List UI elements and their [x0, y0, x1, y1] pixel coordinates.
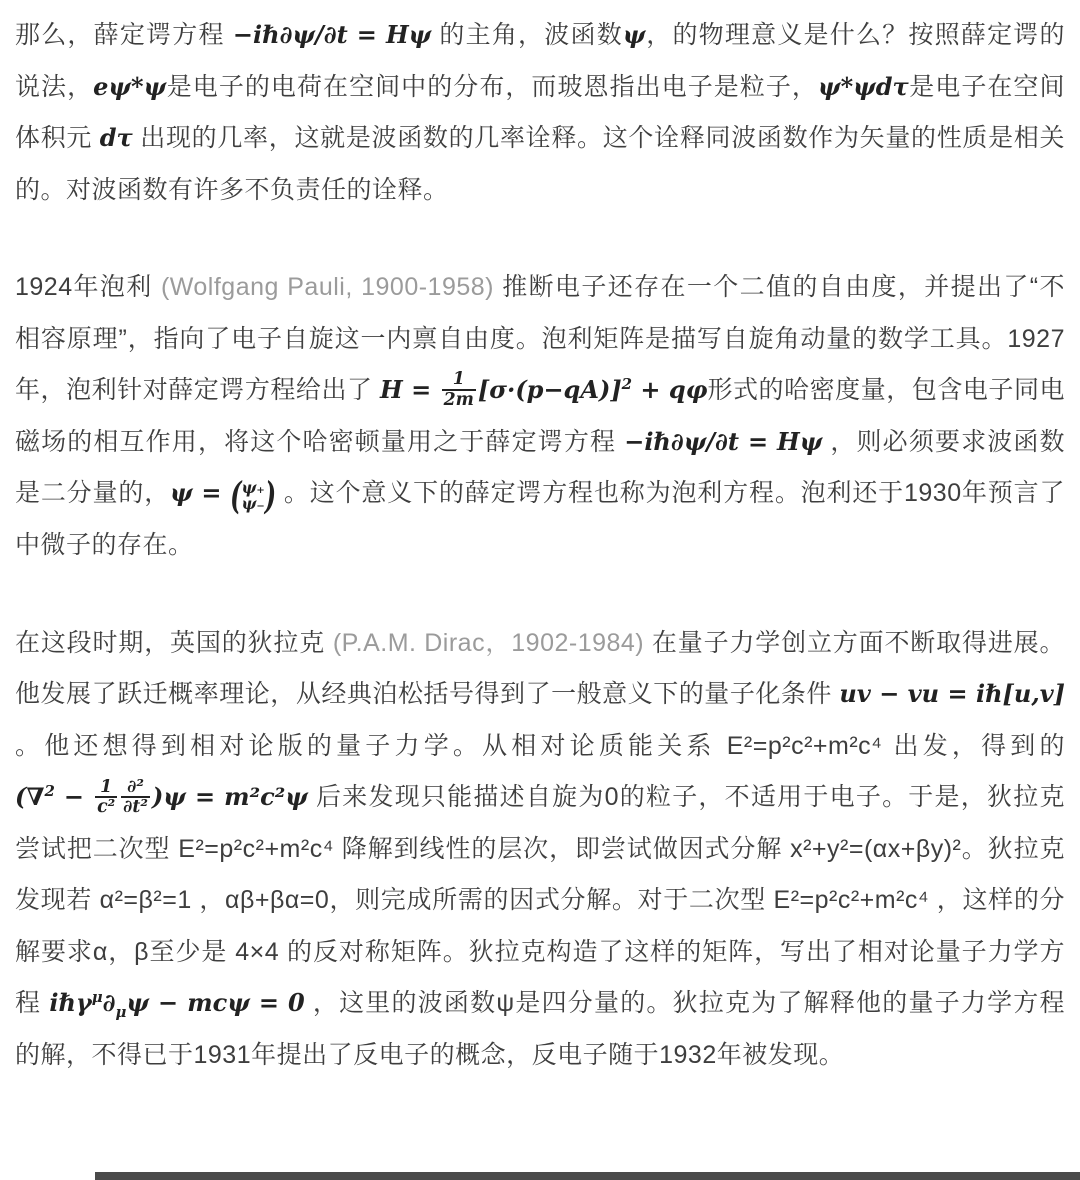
text-run: 。这个意义下的薛定谔方程也称为泡利方程。泡利还于1930年预言了中微子的存在。	[15, 479, 1065, 560]
text-run: 在这段时期，英国的狄拉克	[15, 628, 333, 657]
text-run: 。他还想得到相对论版的量子力学。从相对论质能关系 E²=p²c²+m²c⁴ 出发，得到的	[15, 731, 1065, 760]
text-run: ，的物理意义是什么？按照薛定谔的说法，	[15, 21, 1066, 101]
text-run: 推断电子还存在一个二值的自由度，并提出了“不相容原理”，指向了电子自旋这一内禀自由度。泡利矩阵是描写自旋角动量的数学工具。1927年，泡利针对薛定谔方程给出了	[15, 273, 1065, 404]
inline-formula: ψ*ψdτ	[818, 71, 909, 101]
text-run: 后来发现只能描述自旋为0的粒子，不适用于电子。于是，狄拉克尝试把二次型 E²=p²c²+m²c⁴ 降解到线性的层次，即尝试做因式分解 x²+y²=(αx+βy)²。狄拉克发现若 α²=β²=1 ，αβ+βα=0，则完成所需的因式分解。对于二次型 E²=p²c²+m²c⁴ ，这样的分解要求α，β至少是 4×4 的反对称矩阵。狄拉克构造了这样的矩阵，写出了相对论量子力学方程	[15, 783, 1065, 1018]
text-run: 是电子在空间体积元	[15, 72, 1065, 152]
text-run: 的主角，波函数	[431, 21, 623, 49]
text-run: 在量子力学创立方面不断取得进展。他发展了跃迁概率理论，从经典泊松括号得到了一般意义下的量子化条件	[15, 628, 1065, 709]
text-run: 是电子的电荷在空间中的分布，而玻恩指出电子是粒子，	[166, 72, 818, 101]
text-run: 那么，薛定谔方程	[15, 21, 233, 49]
inline-formula: −iℏ∂ψ/∂t = Hψ	[624, 426, 823, 456]
person-name-dates: (P.A.M. Dirac，1902-1984)	[332, 628, 645, 657]
next-section-partial-edge	[95, 1172, 1080, 1180]
inline-formula: ψ = ( ψ₊ ψ₋ )	[170, 472, 277, 518]
inline-formula: (∇$^2$ − $\frac{1}{\text{c²}}$ $\frac{\text{∂²}}{\text{∂t²}}$ )ψ = m²c²ψ	[15, 776, 308, 817]
text-run: 出现的几率，这就是波函数的几率诠释。这个诠释同波函数作为矢量的性质是相关的。对波函数有许多不负责任的诠释。	[15, 124, 1065, 204]
inline-formula: uv − vu = iℏ[u,v]	[839, 679, 1065, 709]
inline-formula: H = $\frac{1}{2m}$ $[\sigma\cdot(p-qA)]^2 + q\varphi$	[380, 369, 708, 410]
inline-formula: −iℏ∂ψ/∂t = Hψ	[232, 20, 432, 49]
paragraph-2	[15, 262, 1065, 572]
text-run: ，则必须要求波函数是二分量的，	[15, 427, 1065, 507]
inline-formula: $i\hbar\gamma^\mu\partial_\mu\psi - mc\psi = 0$	[49, 988, 305, 1022]
text-run: 形式的哈密度量，包含电子同电磁场的相互作用，将这个哈密顿量用之于薛定谔方程	[15, 376, 1065, 456]
text-run: 1924年泡利	[15, 273, 161, 301]
paragraph-1	[15, 10, 1065, 216]
paragraph-3	[15, 618, 1065, 1082]
text-run: ，这里的波函数ψ是四分量的。狄拉克为了解释他的量子力学方程的解，不得已于1931年提出了反电子的概念，反电子随于1932年被发现。	[15, 989, 1065, 1069]
person-name-dates: (Wolfgang Pauli, 1900-1958)	[160, 273, 494, 301]
inline-formula: ψ	[622, 20, 646, 49]
inline-formula: eψ*ψ	[93, 71, 167, 101]
inline-formula: dτ	[99, 123, 133, 152]
